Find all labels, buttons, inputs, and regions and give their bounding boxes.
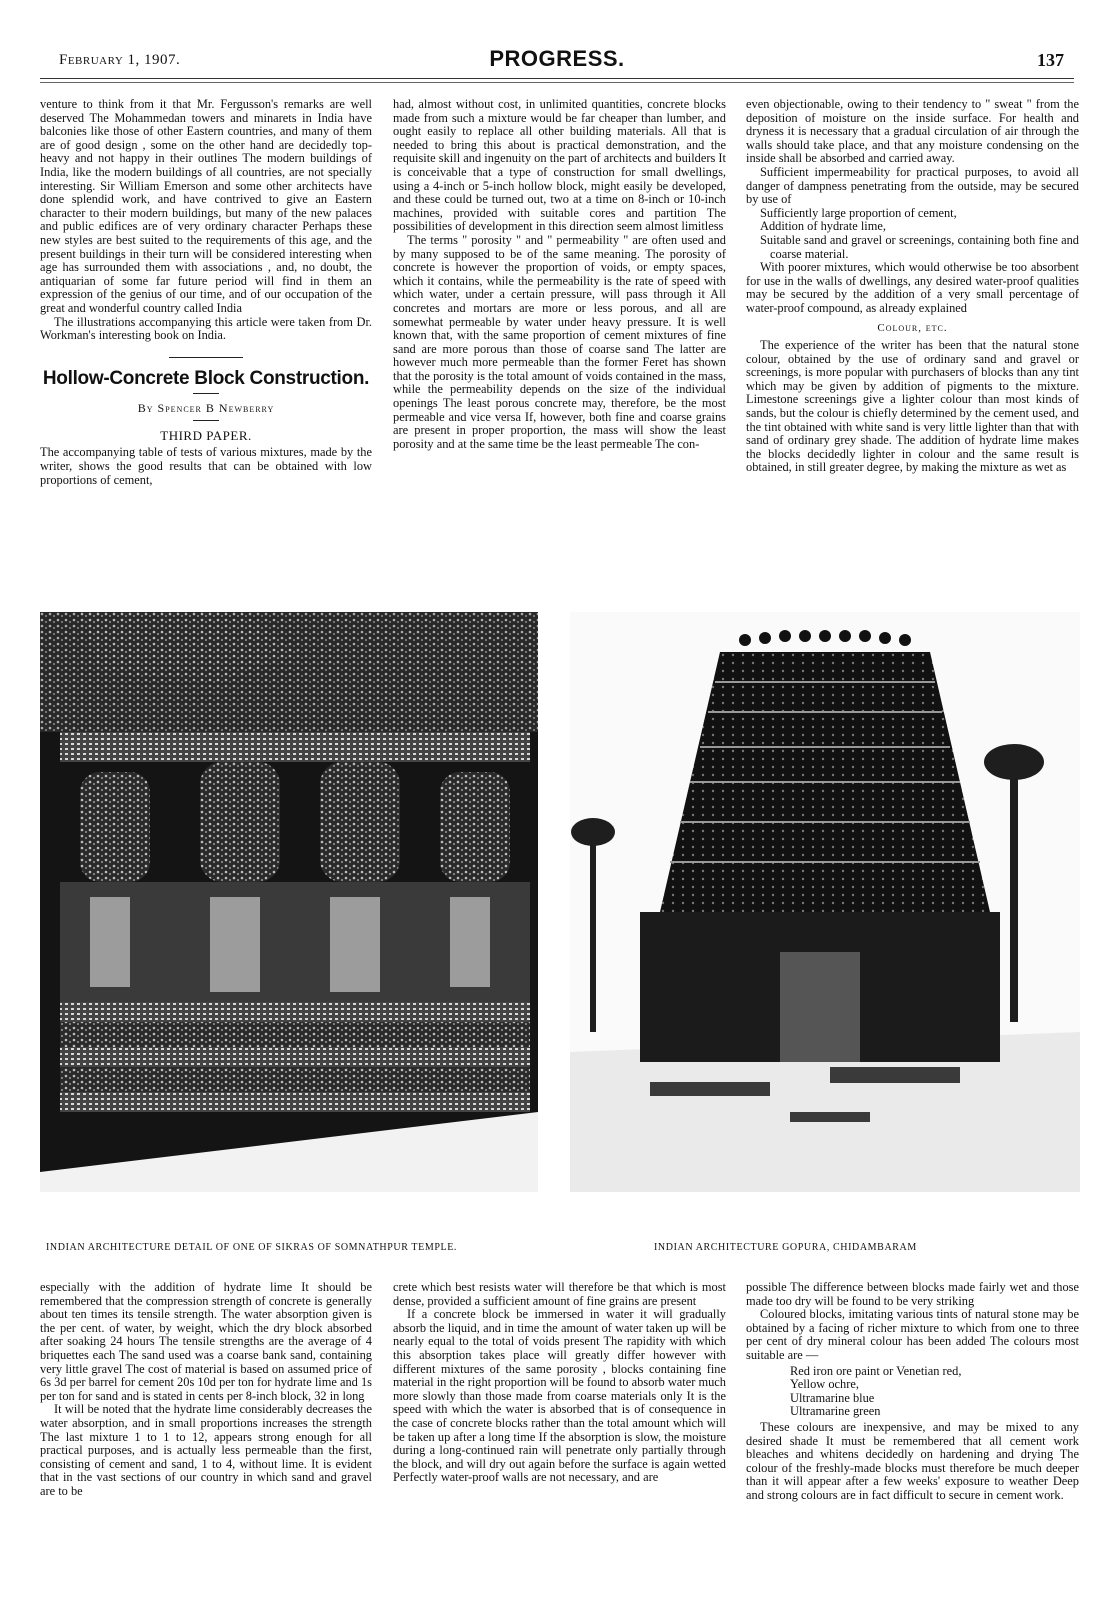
top-column-1 [40, 98, 372, 487]
paragraph: even objectionable, owing to their tendency to " sweat " from the deposition of moisture on the inside surface. For health and dryness it is necessary that a gradual circulation of air through the walls should take place, and that any moisture condensing on the inside shall be absorbed and carried away. [746, 97, 1079, 166]
paragraph: The terms " porosity " and " permeability " are often used and by many supposed to be of the same meaning. The porosity of concrete is however the proportion of voids, or empty spaces, which it contains, while the permeability is the rate of speed with which water, under a certain pressure, will pass through it All concretes and mortars are more or less porous, and all are somewhat permeable by water under heavy pressure. It is well known that, with the same proportion of cement mixtures of fine sand are more porous than those of coarse sand The latter are however much more permeable than the former Feret has shown that the porosity is the total amount of voids contained in the mass, while the permeability depends on the size of the individual openings The least porous concrete may, therefore, be the most permeable and vice versa If, however, both fine and coarse grains are present in proper proportion, the mass will show the least porosity and at the same time be the least permeable The con- [393, 232, 726, 451]
left-photo-caption: INDIAN ARCHITECTURE DETAIL OF ONE OF SIKRAS OF SOMNATHPUR TEMPLE. [46, 1242, 457, 1253]
somnathpur-temple-photo [40, 612, 538, 1192]
list-item: Ultramarine blue [790, 1390, 875, 1405]
top-column-3 [746, 98, 1079, 475]
paragraph: If a concrete block be immersed in water it will gradually absorb the liquid, and in time the amount of water taken up will be nearly equal to the total of voids present The rapidity with which this absorption takes place will greatly differ however with different mixtures of the same porosity , blocks containing fine material in the right proportion will be found to absorb water much more slowly than those made from coarse materials only It is the speed with which the water is absorbed that is of consequence in the case of concrete blocks rather than the total amount which will be taken up after a long time If the absorption is slow, the moisture during a long-continued rain will penetrate only partially through the block, and will dry out again before the surface is again wetted Perfectly water-proof walls are not necessary, and are [393, 1307, 726, 1485]
paragraph: These colours are inexpensive, and may be mixed to any desired shade It must be remembered that all cement work bleaches and whitens decidedly on hardening and drying The colour of the freshly-made blocks must therefore be much deeper than it will appear after a few weeks' exposure to weather Deep and strong colours are in fact difficult to secure in cement work. [746, 1419, 1079, 1502]
paragraph: possible The difference between blocks made fairly wet and those made too dry will be found to be very striking [746, 1280, 1079, 1308]
list-item: Red iron ore paint or Venetian red, [790, 1363, 962, 1378]
bottom-column-3 [746, 1281, 1079, 1503]
paragraph: crete which best resists water will therefore be that which is most dense, provided a sufficient amount of fine grains are present [393, 1280, 726, 1308]
temple-illustration [40, 612, 538, 1192]
paragraph: The illustrations accompanying this article were taken from Dr. Workman's interesting book on India. [40, 314, 372, 343]
bottom-column-2 [393, 1281, 726, 1485]
article-title: Hollow-Concrete Block Construction. [42, 367, 370, 389]
paragraph: It will be noted that the hydrate lime considerably decreases the water absorption, and in small proportions increases the strength The last mixture 1 to 1 to 12, appears strong enough for all practical purposes, and is actually less permeable than the first, consisting of cement and sand, 1 to 4, without lime. It is evident that in the vast sections of our country in which sand and gravel are to be [40, 1402, 372, 1498]
right-photo-caption: INDIAN ARCHITECTURE GOPURA, CHIDAMBARAM [654, 1242, 917, 1253]
list-item: Suitable sand and gravel or screenings, containing both fine and coarse material. [760, 232, 1079, 261]
paragraph: With poorer mixtures, which would otherwise be too absorbent for use in the walls of dwellings, any desired water-proof qualities may be secured by the addition of a very small percentage of water-proof compound, as already explained [746, 260, 1079, 315]
top-column-2 [393, 98, 726, 451]
paragraph: The experience of the writer has been that the natural stone colour, obtained by the use of ordinary sand and gravel or screenings, is more popular with purchasers of blocks than any tint which may be given by addition of pigments to the mixture. Limestone screenings give a lighter colour than most kinds of sands, but the colour is chiefly determined by the cement used, and the tint obtained with white sand is very little lighter than that with sand of ordinary grey shade. The addition of hydrate lime makes the blocks decidedly lighter in colour and the same result is obtained, in still greater degree, by making the mixture as wet as [746, 338, 1079, 475]
header-rule [40, 78, 1074, 79]
paragraph: especially with the addition of hydrate lime It should be remembered that the compression strength of concrete is generally about ten times its tensile strength. The water absorption given is the per cent. of water, by weight, which the dry block absorbed after soaking 24 hours The tensile strengths are the average of 4 briquettes each The sand used was a coarse bank sand, containing very little gravel The cost of material is based on assumed price of 6s 3d per barrel for cement 20s 10d per ton for hydrate lime and 1s per ton for sand and is stated in cents per 8-inch block, 32 in long [40, 1280, 372, 1403]
byline-divider [193, 420, 219, 421]
header-rule-secondary [40, 82, 1074, 83]
list-item: Addition of hydrate lime, [760, 219, 886, 234]
gopura-illustration [570, 612, 1080, 1192]
paragraph: Sufficient impermeability for practical purposes, to avoid all danger of dampness penetrating from the outside, may be secured by use of [746, 164, 1079, 207]
list-item: Ultramarine green [790, 1404, 881, 1419]
list-item: Sufficiently large proportion of cement, [760, 205, 957, 220]
publication-title: PROGRESS. [489, 46, 625, 71]
chidambaram-gopura-photo [570, 612, 1080, 1192]
paragraph: venture to think from it that Mr. Fergusson's remarks are well deserved The Mohammedan towers and minarets in India have balconies like those of other Eastern countries, and many of them are of good design , some on the other hand are decidedly top-heavy and not happy in their outlines The modern buildings of India, like the modern buildings of all countries, are not specially interesting. Sir William Emerson and some other architects have done splendid work, and have contrived to give an Eastern character to their modern buildings, but many of the new palaces and public edifices are of very ordinary character Perhaps these new styles are best suited to the requirements of this age, and the present buildings in their turn will be considered interesting when age has surrounded them with associations , and, no doubt, the antiquarian of some far future period will find in them an expression of the genius of our time, and of our occupation of the great and wonderful country called India [40, 97, 372, 315]
paragraph: Coloured blocks, imitating various tints of natural stone may be obtained by a facing of richer mixture to which from one to three per cent of dry mineral colour has been added The colours most suitable are — [746, 1307, 1079, 1362]
bottom-column-1 [40, 1281, 372, 1499]
colour-list [746, 1365, 1079, 1419]
paper-number: THIRD PAPER. [160, 427, 252, 443]
impermeability-list [746, 207, 1079, 261]
section-divider [169, 357, 243, 358]
paragraph: The accompanying table of tests of various mixtures, made by the writer, shows the good results that can be obtained with low proportions of cement, [40, 445, 372, 487]
paragraph: had, almost without cost, in unlimited quantities, concrete blocks made from such a mixture would be far cheaper than lumber, and ought easily to replace all other building materials. All that is needed to bring this about is practical demonstration, and the requisite skill and ingenuity on the part of architects and builders It is conceivable that a type of construction for small dwellings, using a 4-inch or 5-inch hollow block, might easily be developed, and these could be turned out, two at a time on 8-inch or 10-inch machines, provided with suitable cores and partition The possibilities of development in this direction seem almost limitless [393, 97, 726, 234]
title-divider [193, 393, 219, 394]
article-byline: By Spencer B Newberry [137, 401, 275, 416]
list-item: Yellow ochre, [790, 1377, 859, 1392]
issue-date: February 1, 1907. [59, 52, 181, 68]
section-subheading: Colour, etc. [877, 321, 948, 334]
page-number: 137 [1037, 50, 1064, 70]
